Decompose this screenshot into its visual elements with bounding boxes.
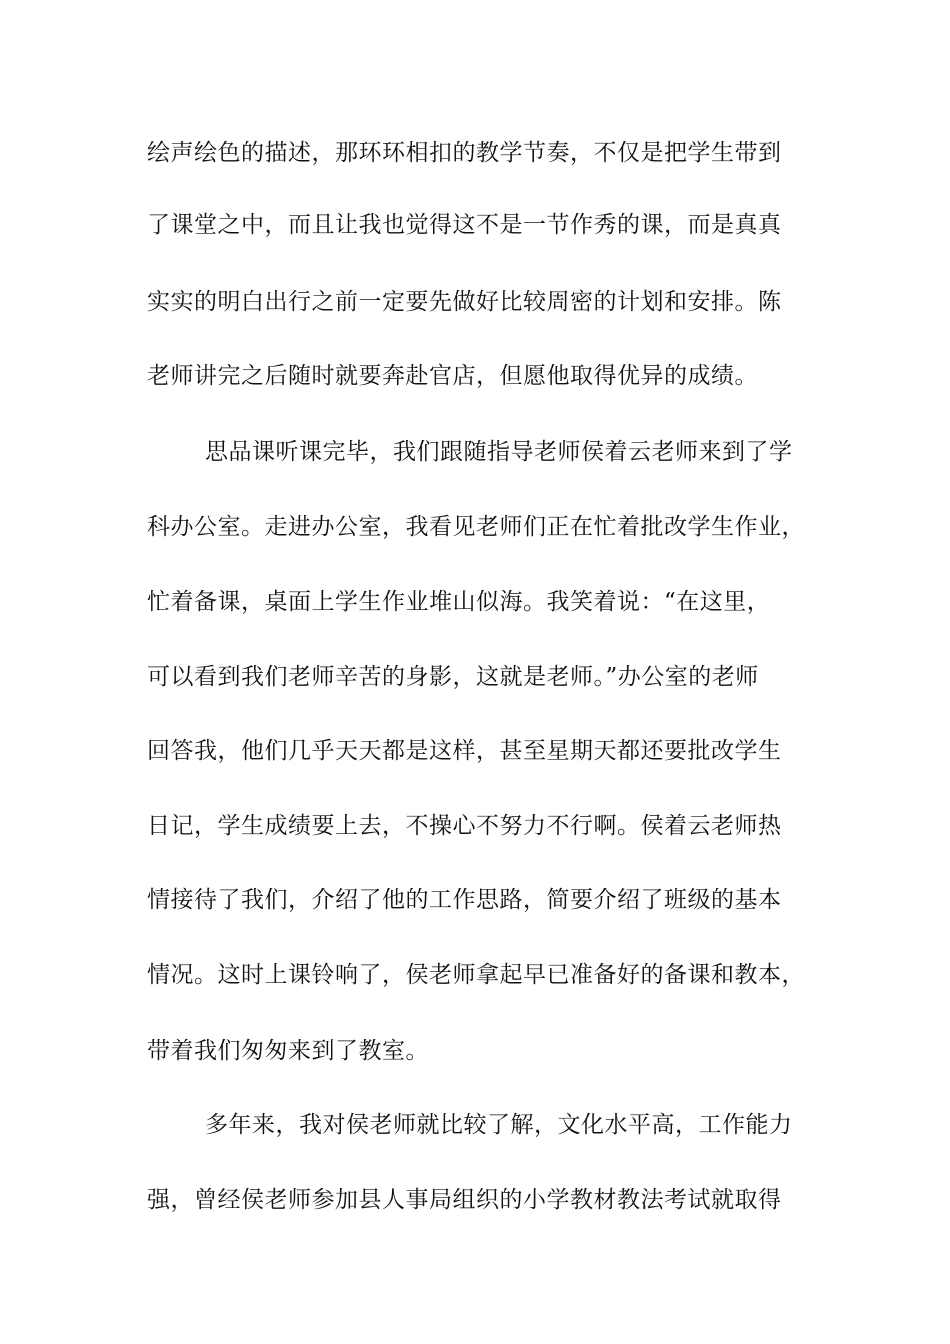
text-line: 带着我们匆匆来到了教室。 (147, 1038, 429, 1064)
text-line: 忙着备课，桌面上学生作业堆山似海。我笑着说：“在这里， (147, 589, 771, 615)
text-line: 情况。这时上课铃响了，侯老师拿起早已准备好的备课和教本， (147, 962, 805, 988)
text-line: 了课堂之中，而且让我也觉得这不是一节作秀的课，而是真真 (147, 212, 782, 238)
paragraph-first-line: 多年来，我对侯老师就比较了解，文化水平高，工作能力 (205, 1112, 793, 1138)
paragraph-first-line: 思品课听课完毕，我们跟随指导老师侯着云老师来到了学 (205, 439, 793, 465)
text-line: 可以看到我们老师辛苦的身影，这就是老师。”办公室的老师 (147, 664, 759, 690)
text-line: 情接待了我们，介绍了他的工作思路，简要介绍了班级的基本 (147, 887, 782, 913)
text-line: 日记，学生成绩要上去，不操心不努力不行啊。侯着云老师热 (147, 813, 782, 839)
text-line: 强，曾经侯老师参加县人事局组织的小学教材教法考试就取得 (147, 1187, 782, 1213)
text-line: 老师讲完之后随时就要奔赴官店，但愿他取得优异的成绩。 (147, 363, 758, 389)
text-line: 绘声绘色的描述，那环环相扣的教学节奏，不仅是把学生带到 (147, 140, 782, 166)
text-line: 实实的明白出行之前一定要先做好比较周密的计划和安排。陈 (147, 289, 782, 315)
text-line: 回答我，他们几乎天天都是这样，甚至星期天都还要批改学生 (147, 738, 782, 764)
text-line: 科办公室。走进办公室，我看见老师们正在忙着批改学生作业， (147, 514, 805, 540)
